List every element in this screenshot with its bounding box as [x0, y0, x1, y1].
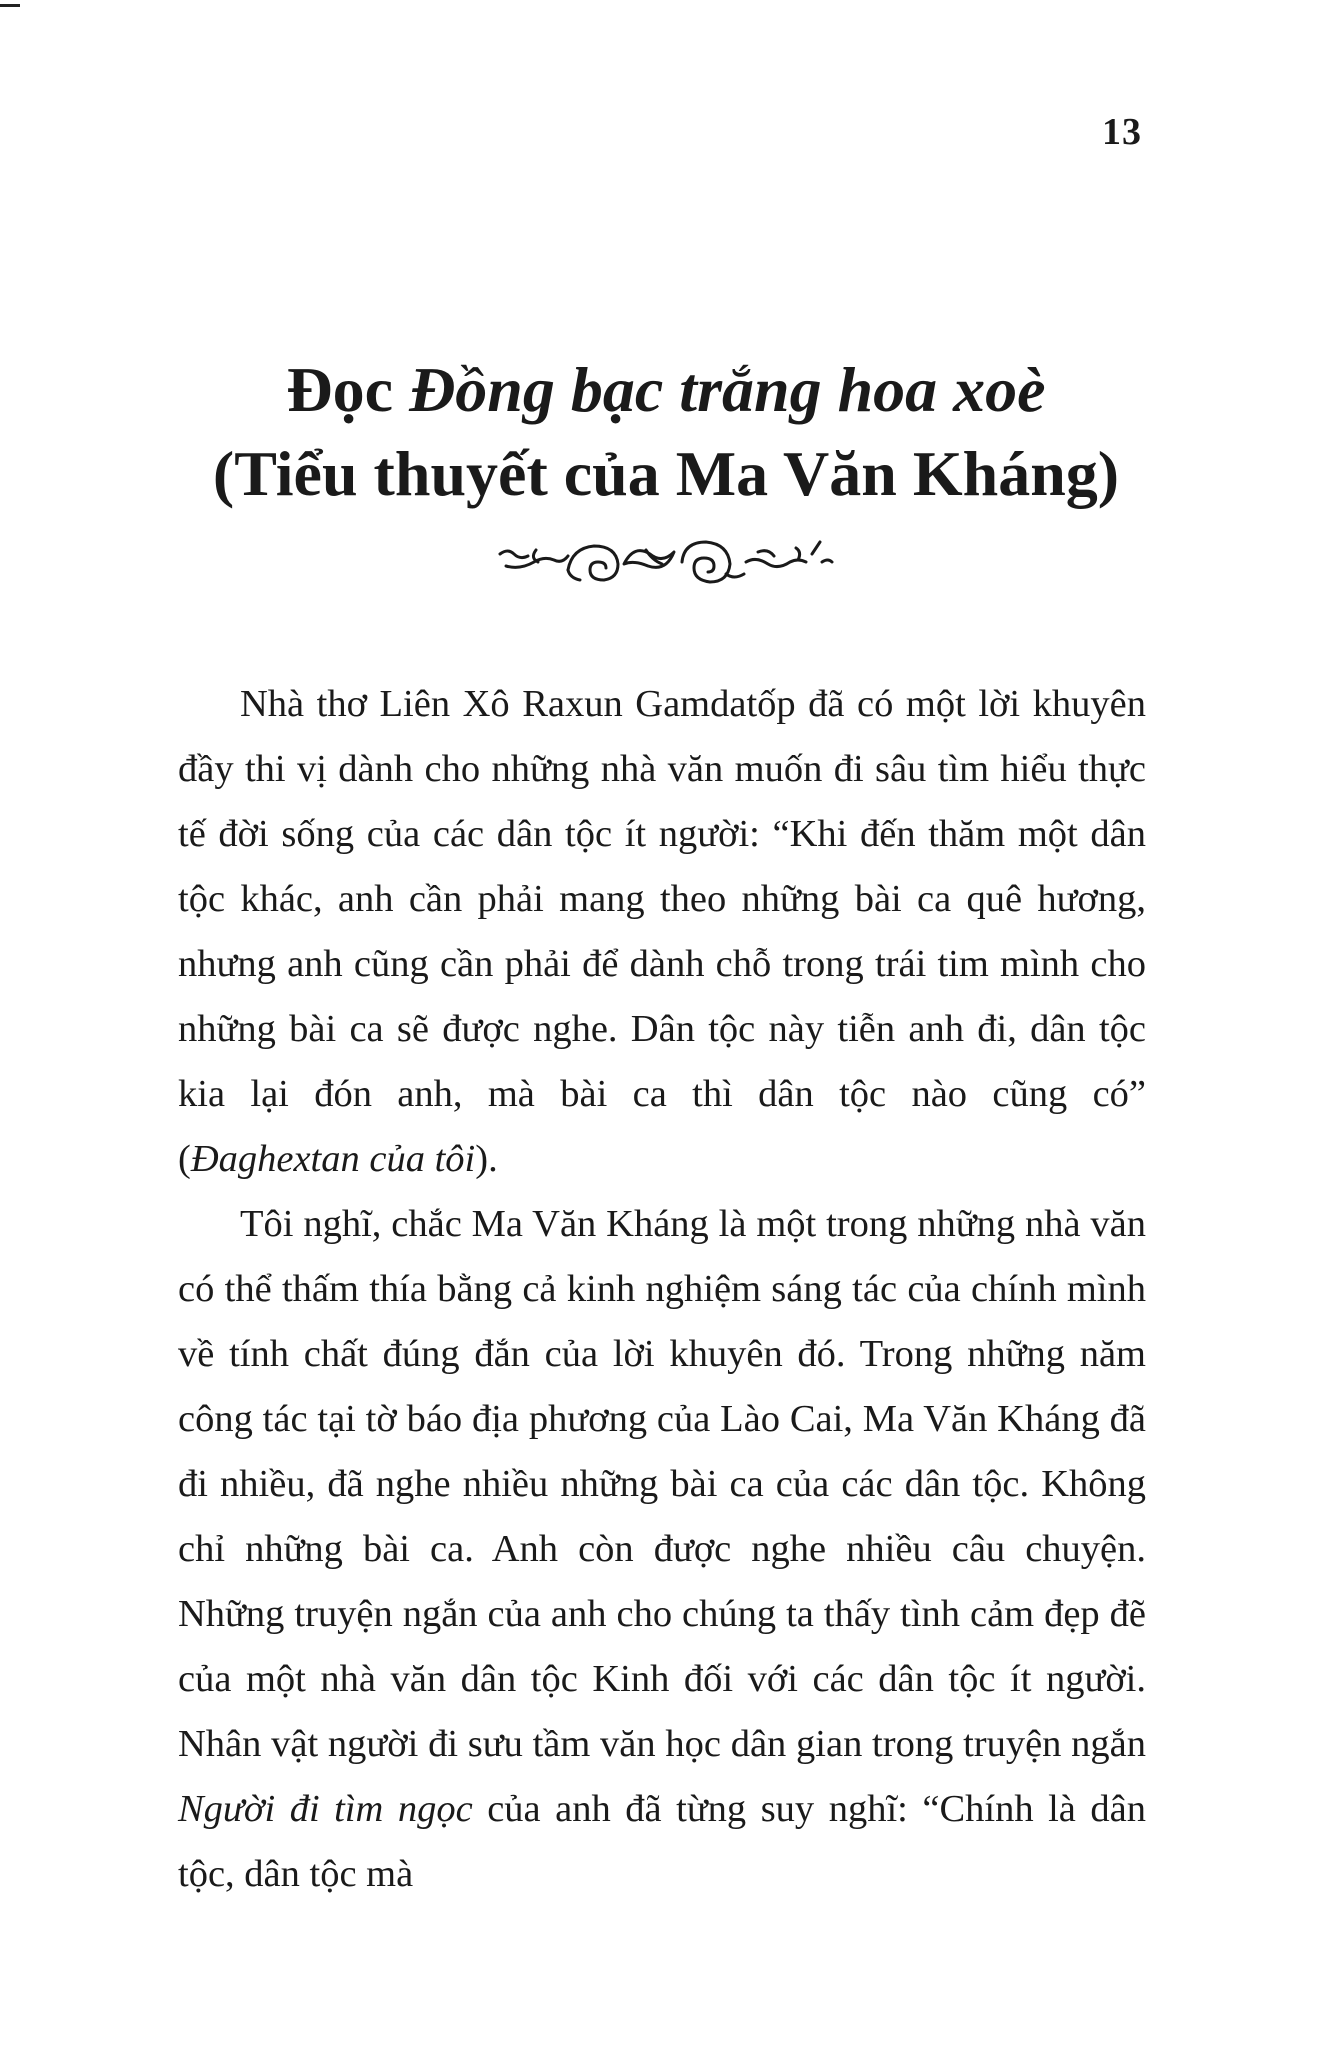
- paragraph-2-end: của anh đã từng suy nghĩ: “Chính là dân tộc, dân tộc mà: [178, 1788, 1146, 1895]
- paragraph-1-end: ).: [475, 1138, 498, 1180]
- chapter-title: [0, 348, 1332, 516]
- page-number: 13: [1102, 111, 1142, 153]
- body-text: [178, 672, 1146, 1907]
- title-book-name: Đồng bạc trắng hoa xoè: [409, 354, 1046, 425]
- title-line-1: [0, 348, 1332, 432]
- title-prefix: Đọc: [286, 354, 410, 425]
- paragraph-1: [178, 672, 1146, 1192]
- story-title-italic: Người đi tìm ngọc: [178, 1788, 473, 1830]
- paragraph-1-text: Nhà thơ Liên Xô Raxun Gamdatốp đã có một lời khuyên đầy thi vị dành cho những nhà văn muốn đi sâu tìm hiểu thực tế đời sống của các dân tộc ít người: “Khi đến thăm một dân tộc khác, anh cần phải mang theo những bài ca quê hương, nhưng anh cũng cần phải để dành chỗ trong trái tim mình cho những bài ca sẽ được nghe. Dân tộc này tiễn anh đi, dân tộc kia lại đón anh, mà bài ca thì dân tộc nào cũng có” (: [178, 683, 1146, 1180]
- paragraph-2: [178, 1192, 1146, 1907]
- scan-edge-mark: [0, 4, 20, 7]
- book-title-italic: Đaghextan của tôi: [190, 1138, 476, 1180]
- title-line-2: (Tiểu thuyết của Ma Văn Kháng): [212, 438, 1120, 509]
- paragraph-2-text: Tôi nghĩ, chắc Ma Văn Kháng là một trong những nhà văn có thể thấm thía bằng cả kinh nghiệm sáng tác của chính mình về tính chất đúng đắn của lời khuyên đó. Trong những năm công tác tại tờ báo địa phương của Lào Cai, Ma Văn Kháng đã đi nhiều, đã nghe nhiều những bài ca của các dân tộc. Không chỉ những bài ca. Anh còn được nghe nhiều câu chuyện. Những truyện ngắn của anh cho chúng ta thấy tình cảm đẹp đẽ của một nhà văn dân tộc Kinh đối với các dân tộc ít người. Nhân vật người đi sưu tầm văn học dân gian trong truyện ngắn: [178, 1203, 1146, 1765]
- decorative-flourish-icon: [496, 532, 836, 592]
